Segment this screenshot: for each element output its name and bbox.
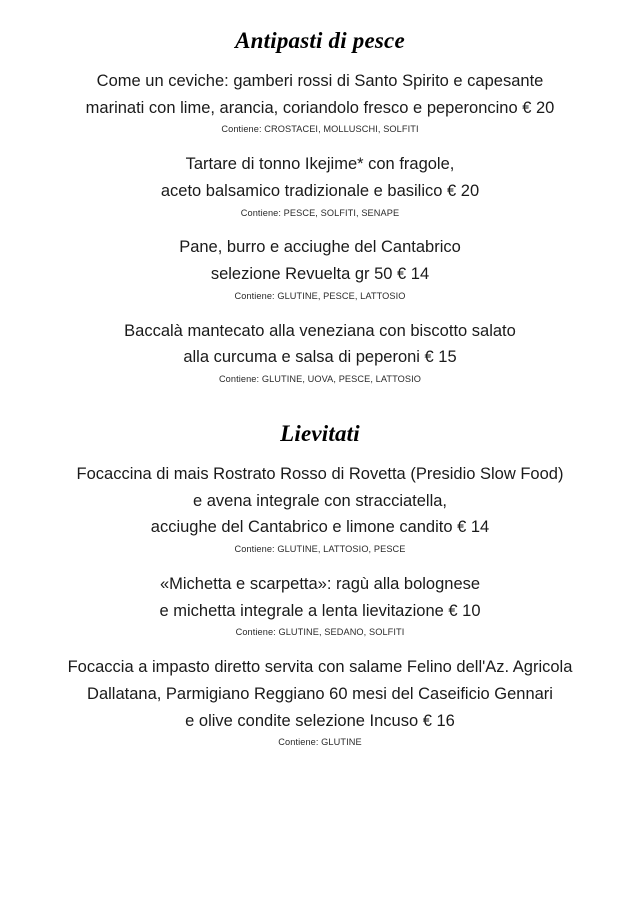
allergen-note: Contiene: CROSTACEI, MOLLUSCHI, SOLFITI — [221, 124, 419, 135]
allergen-note: Contiene: GLUTINE, SEDANO, SOLFITI — [235, 627, 405, 638]
menu-section — [30, 421, 610, 750]
menu-item-line: Dallatana, Parmigiano Reggiano 60 mesi del Caseificio Gennari — [87, 684, 553, 703]
menu-item — [30, 68, 610, 137]
allergen-note: Contiene: GLUTINE, UOVA, PESCE, LATTOSIO — [218, 374, 422, 385]
menu-item — [30, 654, 610, 750]
menu-item-line: Tartare di tonno Ikejime* con fragole, — [185, 155, 455, 174]
menu-item — [30, 571, 610, 640]
menu-item — [30, 461, 610, 557]
allergen-note: Contiene: PESCE, SOLFITI, SENAPE — [240, 207, 400, 218]
menu-item-line: Focaccia a impasto diretto servita con salame Felino dell'Az. Agricola — [67, 658, 573, 677]
menu-item-line: alla curcuma e salsa di peperoni € 15 — [183, 348, 457, 367]
menu-item-line: marinati con lime, arancia, coriandolo fresco e peperoncino € 20 — [85, 98, 555, 117]
menu-item — [30, 234, 610, 303]
menu-item-line: Baccalà mantecato alla veneziana con biscotto salato — [124, 321, 516, 340]
menu-item-line: Come un ceviche: gamberi rossi di Santo Spirito e capesante — [96, 72, 544, 90]
menu-item-line: Pane, burro e acciughe del Cantabrico — [179, 238, 461, 257]
menu-item-line: e avena integrale con stracciatella, — [192, 491, 448, 510]
menu-section — [30, 28, 610, 387]
allergen-note: Contiene: GLUTINE — [278, 737, 362, 748]
menu-item-line: e michetta integrale a lenta lievitazione € 10 — [159, 601, 481, 620]
menu-sections — [30, 28, 610, 750]
menu-item-line: e olive condite selezione Incuso € 16 — [185, 711, 455, 730]
menu-item — [30, 151, 610, 220]
section-title: Antipasti di pesce — [235, 28, 405, 53]
menu-item-line: selezione Revuelta gr 50 € 14 — [210, 265, 430, 284]
allergen-note: Contiene: GLUTINE, LATTOSIO, PESCE — [234, 544, 406, 555]
allergen-note: Contiene: GLUTINE, PESCE, LATTOSIO — [234, 290, 406, 301]
menu-item-line: aceto balsamico tradizionale e basilico € 20 — [160, 181, 480, 200]
menu-item-line: «Michetta e scarpetta»: ragù alla bolognese — [159, 574, 481, 593]
section-title: Lievitati — [280, 420, 360, 446]
menu-item-line: acciughe del Cantabrico e limone candito € 14 — [150, 518, 490, 537]
menu-item — [30, 318, 610, 387]
menu-item-line: Focaccina di mais Rostrato Rosso di Rovetta (Presidio Slow Food) — [76, 464, 564, 483]
